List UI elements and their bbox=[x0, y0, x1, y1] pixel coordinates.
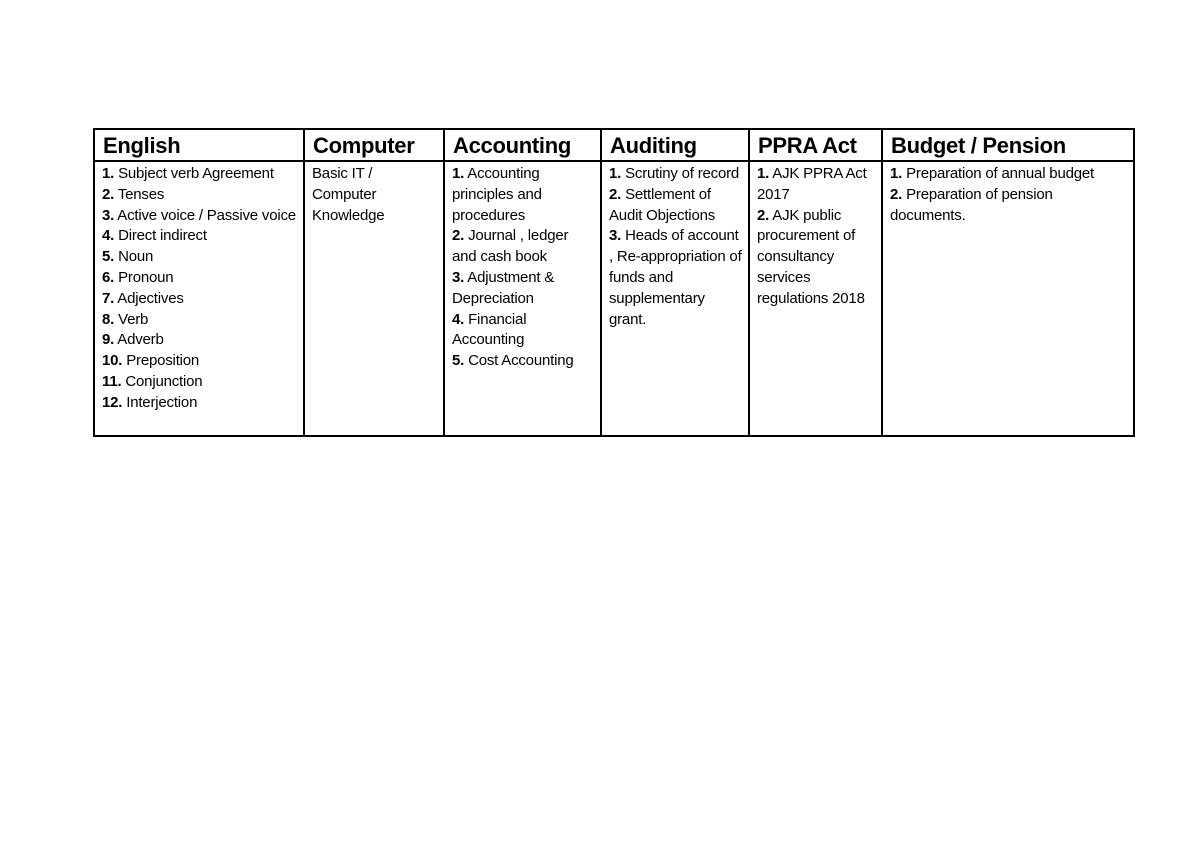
list-item: 1. AJK PPRA Act 2017 bbox=[757, 165, 867, 203]
header-row bbox=[94, 129, 1134, 161]
list-item: 2. AJK public procurement of consultancy services regulations 2018 bbox=[757, 206, 865, 307]
list-item: 2. Journal , ledger and cash book bbox=[452, 227, 569, 266]
header-english: English bbox=[94, 129, 304, 161]
list-item: 9. Adverb bbox=[102, 331, 164, 349]
content-row bbox=[94, 161, 1134, 436]
header-budget-pension: Budget / Pension bbox=[882, 129, 1134, 161]
accounting-cell bbox=[444, 161, 601, 436]
auditing-cell bbox=[601, 161, 749, 436]
computer-text: Basic IT / Computer Knowledge bbox=[312, 165, 385, 224]
header-computer: Computer bbox=[304, 129, 444, 161]
english-cell bbox=[94, 161, 304, 436]
list-item: 5. Noun bbox=[102, 248, 154, 266]
list-item: 3. Active voice / Passive voice bbox=[102, 206, 296, 224]
list-item: 1. Preparation of annual budget bbox=[890, 165, 1094, 182]
list-item: 3. Adjustment & Depreciation bbox=[452, 268, 555, 307]
list-item: 8. Verb bbox=[102, 310, 149, 328]
header-auditing: Auditing bbox=[601, 129, 749, 161]
list-item: 6. Pronoun bbox=[102, 268, 174, 286]
list-item: 10. Preposition bbox=[102, 352, 200, 370]
computer-cell bbox=[304, 161, 444, 436]
list-item: 2. Preparation of pension documents. bbox=[890, 185, 1053, 224]
list-item: 1. Accounting principles and procedures bbox=[452, 165, 542, 224]
list-item: 7. Adjectives bbox=[102, 289, 184, 307]
list-item: 4. Financial Accounting bbox=[452, 310, 527, 349]
budget-pension-cell bbox=[882, 161, 1134, 436]
ppra-cell bbox=[749, 161, 882, 436]
list-item: 2. Tenses bbox=[102, 185, 165, 203]
list-item: 1. Subject verb Agreement bbox=[102, 165, 274, 182]
list-item: 3. Heads of account , Re-appropriation of funds and supplementary grant. bbox=[609, 227, 742, 328]
header-accounting: Accounting bbox=[444, 129, 601, 161]
list-item: 2. Settlement of Audit Objections bbox=[609, 185, 716, 224]
header-ppra-act: PPRA Act bbox=[749, 129, 882, 161]
list-item: 5. Cost Accounting bbox=[452, 352, 574, 370]
list-item: 1. Scrutiny of record bbox=[609, 165, 740, 182]
list-item: 4. Direct indirect bbox=[102, 227, 207, 245]
syllabus-table bbox=[93, 128, 1135, 437]
list-item: 11. Conjunction bbox=[102, 372, 203, 390]
list-item: 12. Interjection bbox=[102, 393, 198, 411]
